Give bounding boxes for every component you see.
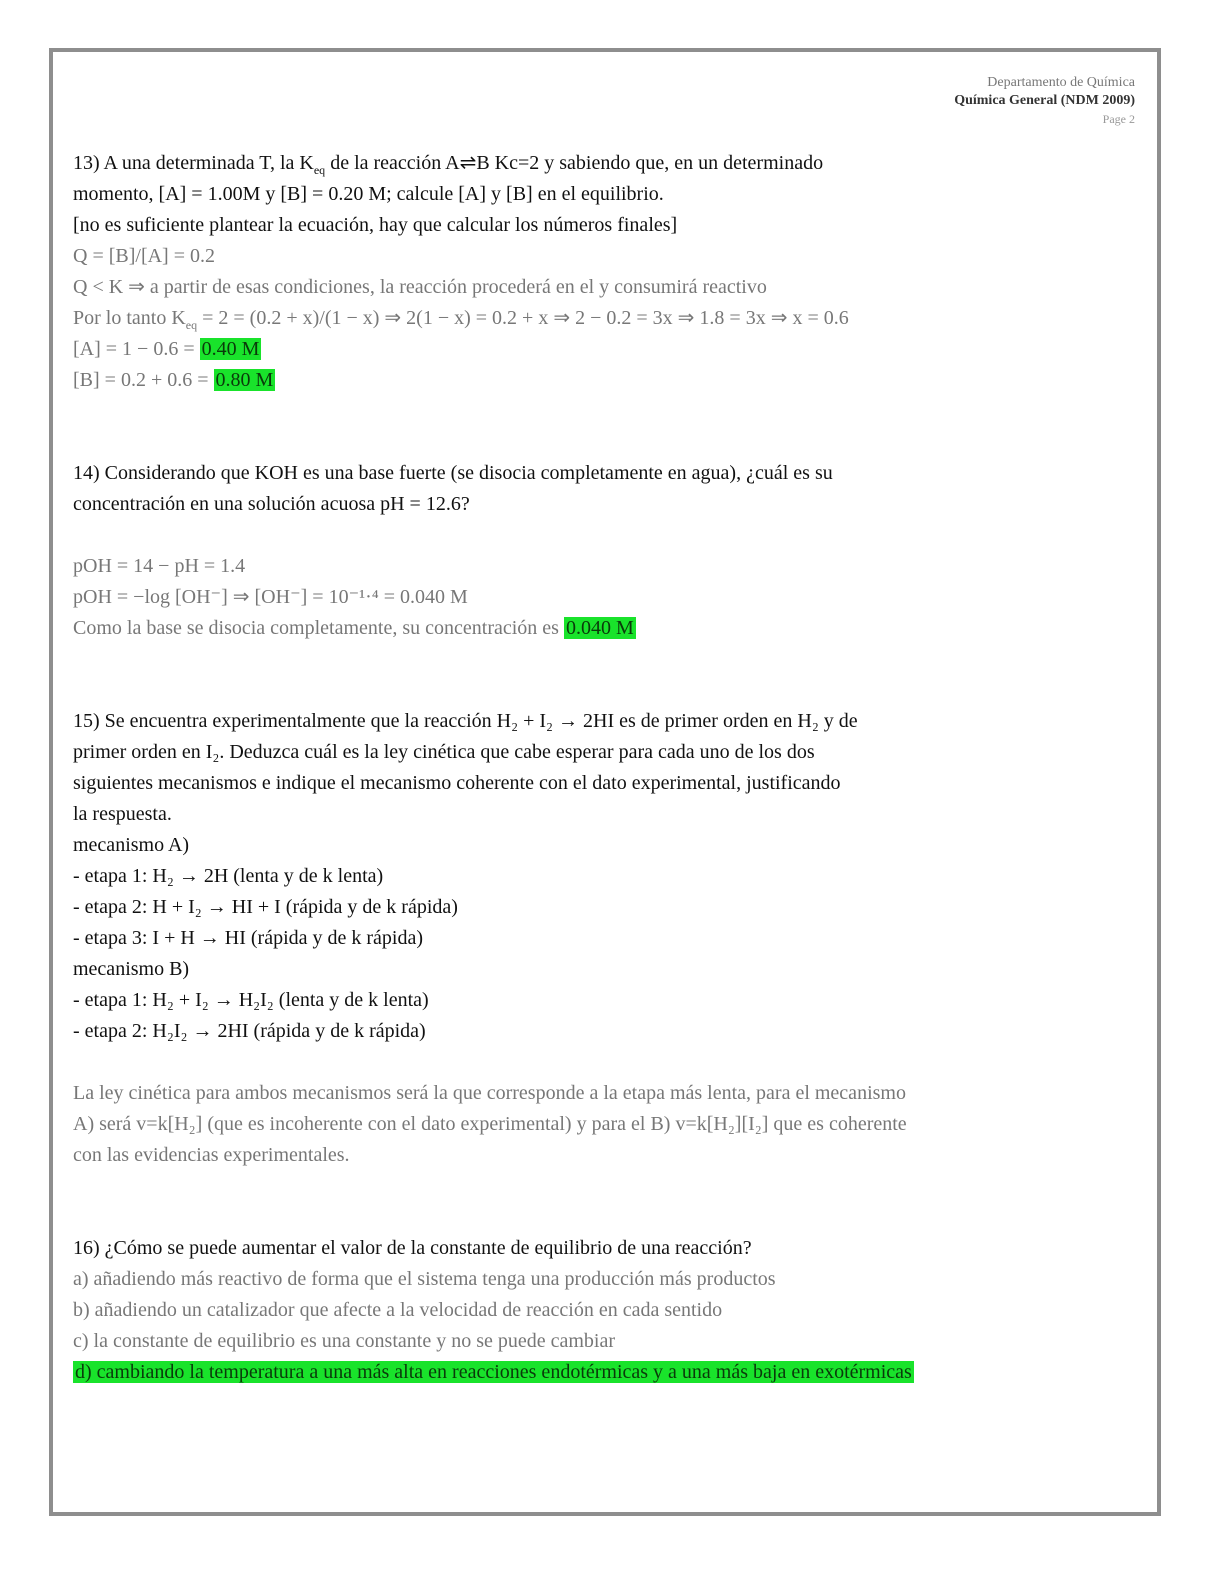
mechanism-heading: mecanismo B) — [73, 958, 190, 980]
answer-line: Q < K ⇒ a partir de esas condiciones, la reacción procederá en el y consumirá reactivo — [73, 276, 767, 298]
document-body — [73, 148, 1143, 1388]
highlighted-answer: 0.80 M — [215, 369, 274, 391]
highlighted-answer: 0.040 M — [565, 617, 634, 639]
question-text: 16) ¿Cómo se puede aumentar el valor de la constante de equilibrio de una reacción? — [73, 1237, 752, 1259]
question-text: concentración en una solución acuosa pH = 12.6? — [73, 493, 470, 515]
spacer — [73, 1047, 1143, 1078]
question-text: la respuesta. — [73, 803, 172, 825]
spacer — [73, 396, 1143, 458]
answer-option: a) añadiendo más reactivo de forma que el sistema tenga una producción más productos — [73, 1268, 776, 1290]
spacer — [73, 520, 1143, 551]
page-number: Page 2 — [1102, 112, 1135, 126]
question-14 — [73, 458, 1143, 644]
department-name: Departamento de Química — [987, 75, 1135, 90]
answer-line: A) será v=k[H₂] (que es incoherente con el dato experimental) y para el B) v=k[H₂][I₂] que es coherente — [73, 1113, 907, 1135]
question-text: 14) Considerando que KOH es una base fuerte (se disocia completamente en agua), ¿cuál es su — [73, 462, 833, 484]
answer-line: [B] = 0.2 + 0.6 = 0.80 M — [73, 369, 274, 391]
answer-line: con las evidencias experimentales. — [73, 1144, 350, 1166]
mechanism-step: - etapa 2: H + I₂ → HI + I (rápida y de k rápida) — [73, 896, 458, 918]
highlighted-answer: 0.40 M — [201, 338, 260, 360]
mechanism-step: - etapa 1: H₂ + I₂ → H₂I₂ (lenta y de k lenta) — [73, 989, 429, 1011]
document-page — [49, 48, 1161, 1516]
answer-line: Como la base se disocia completamente, su concentración es 0.040 M — [73, 617, 634, 639]
spacer — [73, 644, 1143, 706]
question-16 — [73, 1233, 1143, 1388]
question-note: [no es suficiente plantear la ecuación, hay que calcular los números finales] — [73, 214, 678, 236]
answer-option: c) la constante de equilibrio es una constante y no se puede cambiar — [73, 1330, 616, 1352]
mechanism-step: - etapa 2: H₂I₂ → 2HI (rápida y de k rápida) — [73, 1020, 426, 1042]
spacer — [73, 1171, 1143, 1233]
mechanism-step: - etapa 3: I + H → HI (rápida y de k rápida) — [73, 927, 424, 949]
answer-line: Por lo tanto $K_{eq} = 2 = (0.2 + x)/(1 - x)$ ⇒ 2(1 − x) = 0.2 + x ⇒ 2 − 0.2 = 3x ⇒ 1.8 = 3x ⇒ x = 0.6 — [73, 307, 849, 332]
answer-line: pOH = 14 − pH = 1.4 — [73, 555, 246, 577]
mechanism-step: - etapa 1: H₂ → 2H (lenta y de k lenta) — [73, 865, 384, 887]
question-text: momento, [A] = 1.00M y [B] = 0.20 M; calcule [A] y [B] en el equilibrio. — [73, 183, 664, 205]
page-header — [954, 74, 1135, 128]
answer-line: pOH = −log [OH⁻] ⇒ [OH⁻] = 10⁻¹·⁴ = 0.040 M — [73, 586, 468, 608]
answer-line: [A] = 1 − 0.6 = 0.40 M — [73, 338, 260, 360]
question-text: siguientes mecanismos e indique el mecanismo coherente con el dato experimental, justificando — [73, 772, 841, 794]
question-15 — [73, 706, 1143, 1171]
question-text: 13) A una determinada T, la $K_{eq}$ de la reacción A⇌B Kc=2 y sabiendo que, en un determinado — [73, 152, 824, 177]
answer-line: La ley cinética para ambos mecanismos será la que corresponde a la etapa más lenta, para el mecanismo — [73, 1082, 906, 1104]
course-name: Química General (NDM 2009) — [954, 93, 1135, 108]
answer-line: Q = [B]/[A] = 0.2 — [73, 245, 215, 267]
question-text: 15) Se encuentra experimentalmente que la reacción H₂ + I₂ → 2HI es de primer orden en H₂ y de — [73, 710, 858, 732]
question-13 — [73, 148, 1143, 396]
question-text: primer orden en I₂. Deduzca cuál es la ley cinética que cabe esperar para cada uno de los dos — [73, 741, 815, 763]
answer-option-correct — [73, 1357, 1143, 1388]
answer-option: b) añadiendo un catalizador que afecte a la velocidad de reacción en cada sentido — [73, 1299, 723, 1321]
highlighted-answer: d) cambiando la temperatura a una más alta en reacciones endotérmicas y a una más baja en exotérmicas — [75, 1361, 912, 1383]
mechanism-heading: mecanismo A) — [73, 834, 190, 856]
